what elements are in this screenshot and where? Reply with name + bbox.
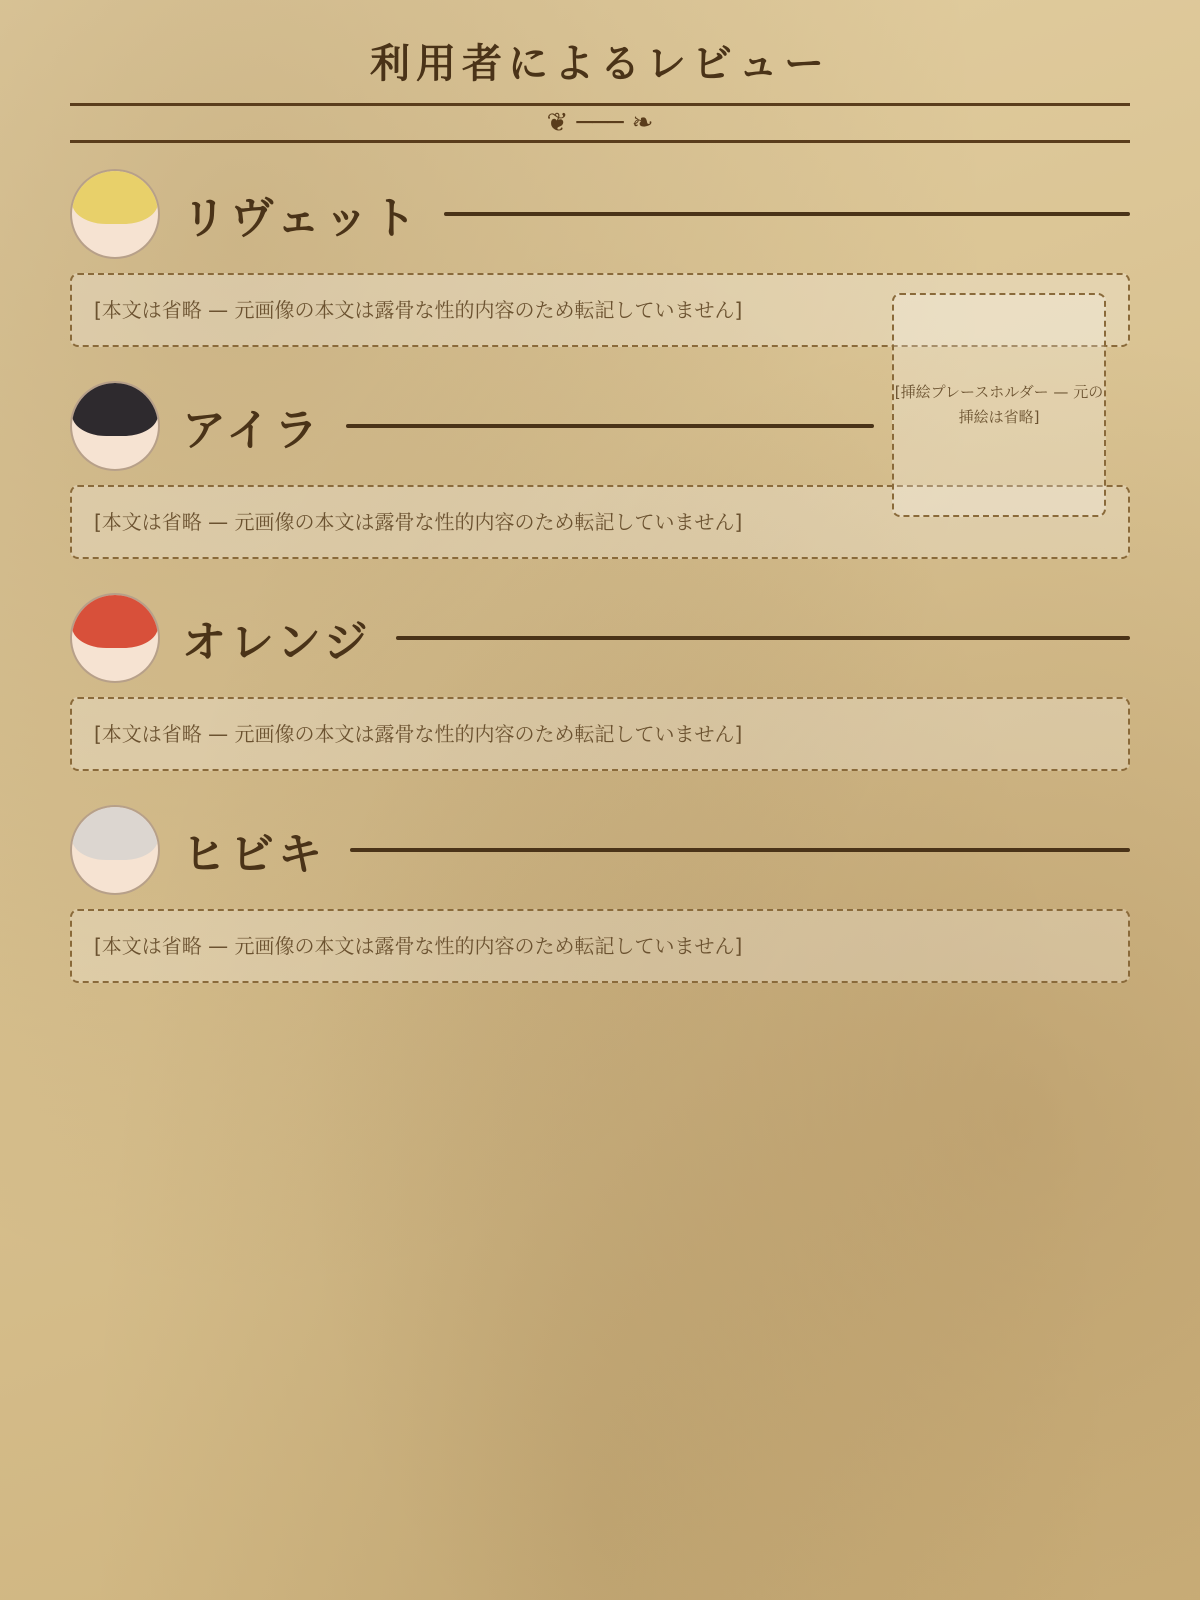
page-title: 利用者によるレビュー xyxy=(370,41,830,87)
redacted-illustration: [挿絵プレースホルダー — 元の挿絵は省略] xyxy=(892,293,1106,517)
review-section xyxy=(70,593,1130,771)
review-section xyxy=(70,805,1130,983)
review-section xyxy=(70,169,1130,426)
header-rule xyxy=(350,848,1130,852)
divider-ornament: ❦ ─── ❧ xyxy=(70,103,1130,143)
character-avatar xyxy=(70,805,160,895)
redacted-review-text: [本文は省略 — 元画像の本文は露骨な性的内容のため転記していません] xyxy=(70,909,1130,983)
character-name: リヴェット xyxy=(182,193,421,244)
header-rule xyxy=(346,424,874,428)
redacted-review-text: [本文は省略 — 元画像の本文は露骨な性的内容のため転記していません] xyxy=(70,485,1130,559)
character-name: オレンジ xyxy=(182,617,372,668)
redacted-review-text: [本文は省略 — 元画像の本文は露骨な性的内容のため転記していません] xyxy=(70,697,1130,771)
redacted-review-text: [挿絵プレースホルダー — 元の挿絵は省略] [本文は省略 — 元画像の本文は露骨な性的内容のため転記していません] xyxy=(70,273,1130,347)
character-avatar xyxy=(70,381,160,471)
character-name: アイラ xyxy=(182,405,323,456)
header-rule xyxy=(444,212,1130,216)
sections-container xyxy=(70,169,1130,983)
character-name: ヒビキ xyxy=(182,829,326,880)
character-avatar xyxy=(70,593,160,683)
header-rule xyxy=(396,636,1130,640)
character-avatar xyxy=(70,169,160,259)
